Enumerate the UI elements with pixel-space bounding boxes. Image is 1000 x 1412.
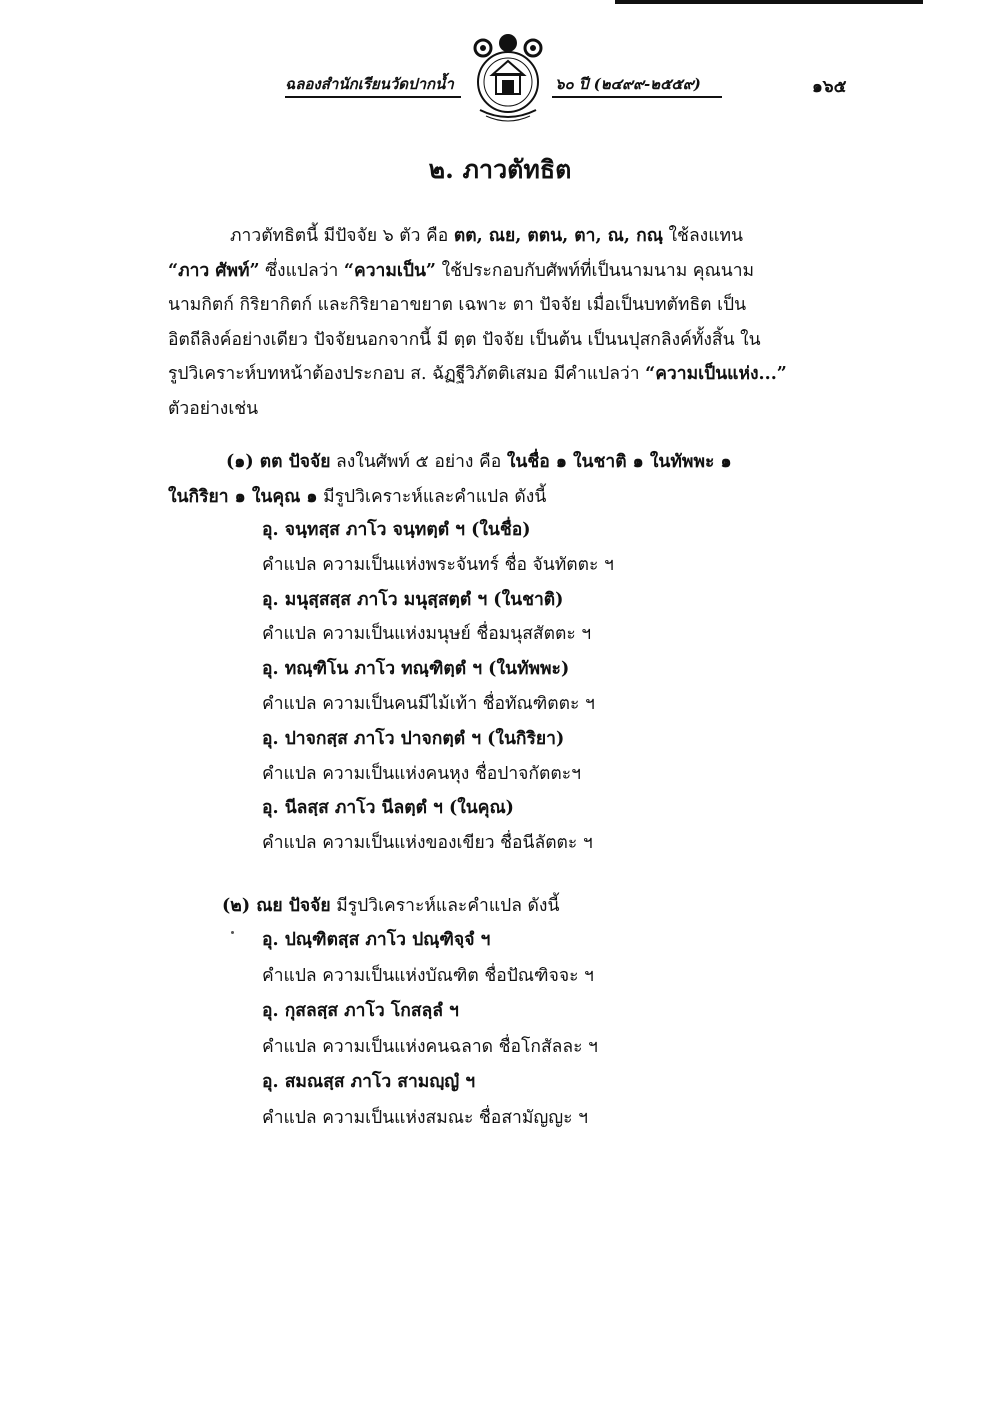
example-translation-line: คำแปล ความเป็นแห่งบัณฑิต ชื่อปัณฑิจจะ ฯ [262, 965, 594, 986]
intro-term: “ภาว ศัพท์” [168, 260, 260, 281]
example-word-line: อุ. สมณสฺส ภาโว สามญฺญํ ฯ [262, 1072, 476, 1093]
intro-line-2 [168, 254, 787, 289]
page-number: ๑๖๕ [812, 77, 847, 97]
example-word-line: อุ. จนฺทสฺส ภาโว จนฺทตฺตํ ฯ (ในชื่อ) [262, 520, 531, 540]
intro-line-6: ตัวอย่างเช่น [168, 398, 259, 419]
example-translation-line: คำแปล ความเป็นแห่งคนฉลาด ชื่อโกสัลละ ฯ [262, 1036, 598, 1057]
header-rule-right [552, 96, 722, 98]
header-rule-left [285, 96, 461, 98]
section2-label: (๒) ณย ปัจจัย [222, 896, 331, 916]
example-word-line: อุ. มนุสฺสสฺส ภาโว มนุสฺสตฺตํ ฯ (ในชาติ) [262, 589, 564, 610]
intro-line-3: นามกิตก์ กิริยากิตก์ และกิริยาอาขยาต เฉพาะ ตา ปัจจัย เมื่อเป็นบทตัทธิต เป็น [168, 295, 747, 315]
section2-heading [222, 889, 559, 924]
section1-text: ลงในศัพท์ ๕ อย่าง คือ [330, 452, 507, 472]
page-header [0, 0, 1000, 130]
temple-emblem-icon [458, 32, 558, 124]
section1-heading [168, 445, 732, 514]
example-translation-line: คำแปล ความเป็นแห่งพระจันทร์ ชื่อ จันทัตตะ ฯ [262, 554, 614, 575]
example-translation-line: คำแปล ความเป็นแห่งมนุษย์ ชื่อมนุสสัตตะ ฯ [262, 624, 592, 645]
intro-line-4: อิตถีลิงค์อย่างเดียว ปัจจัยนอกจากนี้ มี ตฺต ปัจจัย เป็นต้น เป็นนปุสกลิงค์ทั้งสิ้น ใน [168, 329, 761, 350]
example-word-line: อุ. นีลสฺส ภาโว นีลตฺตํ ฯ (ในคุณ) [262, 798, 514, 819]
example-word-line: อุ. ปาจกสฺส ภาโว ปาจกตฺตํ ฯ (ในกิริยา) [262, 728, 565, 749]
example-translation-line: คำแปล ความเป็นแห่งของเขียว ชื่อนีลัตตะ ฯ [262, 833, 593, 854]
intro-text: รูปวิเคราะห์บทหน้าต้องประกอบ ส. ฉัฏฐีวิภัตติเสมอ มีคำแปลว่า [168, 364, 646, 384]
section1-label: (๑) ตต ปัจจัย [226, 452, 331, 472]
section2-line-1 [222, 889, 559, 924]
example-translation-line: คำแปล ความเป็นแห่งคนหุง ชื่อปาจกัตตะฯ [262, 763, 581, 784]
section1-list: ในกิริยา ๑ ในคุณ ๑ [168, 486, 318, 507]
section-title: ๒. ภาวตัทธิต [428, 155, 572, 184]
intro-text: ใช้ลงแทน [662, 226, 743, 246]
example-word-line: อุ. ทณฺฑิโน ภาโว ทณฺฑิตฺตํ ฯ (ในทัพพะ) [262, 659, 570, 680]
section1-line-2 [168, 480, 732, 515]
intro-paragraph [168, 219, 787, 426]
header-mid-text: ๖๐ ปี (๒๔๙๙-๒๕๕๙) [555, 75, 701, 93]
intro-term: “ความเป็น” [343, 260, 437, 281]
section1-text: มีรูปวิเคราะห์และคำแปล ดังนี้ [317, 486, 547, 507]
section2-text: มีรูปวิเคราะห์และคำแปล ดังนี้ [330, 896, 560, 916]
section1-list: ในชื่อ ๑ ในชาติ ๑ ในทัพพะ ๑ [506, 452, 732, 472]
header-left-text: ฉลองสำนักเรียนวัดปากน้ำ [285, 75, 454, 93]
intro-suffix-list: ตต, ณย, ตตน, ตา, ณ, กณฺ [453, 226, 663, 246]
example-word-line: อุ. ปณฺฑิตสฺส ภาโว ปณฺฑิจฺจํ ฯ [262, 930, 491, 950]
intro-line-1 [168, 219, 787, 254]
stray-mark [231, 931, 234, 934]
example-translation-line: คำแปล ความเป็นแห่งสมณะ ชื่อสามัญญะ ฯ [262, 1108, 588, 1128]
example-word-line: อุ. กุสลสฺส ภาโว โกสลฺลํ ฯ [262, 1001, 459, 1022]
intro-line-5 [168, 357, 787, 392]
intro-text: ภาวตัทธิตนี้ มีปัจจัย ๖ ตัว คือ [230, 226, 454, 246]
intro-text: ใช้ประกอบกับศัพท์ที่เป็นนามนาม คุณนาม [436, 260, 755, 281]
example-translation-line: คำแปล ความเป็นคนมีไม้เท้า ชื่อทัณฑิตตะ ฯ [262, 694, 595, 714]
intro-text: ซึ่งแปลว่า [259, 260, 344, 281]
intro-term: “ความเป็นแห่ง...” [645, 364, 787, 384]
section1-line-1 [168, 445, 732, 480]
